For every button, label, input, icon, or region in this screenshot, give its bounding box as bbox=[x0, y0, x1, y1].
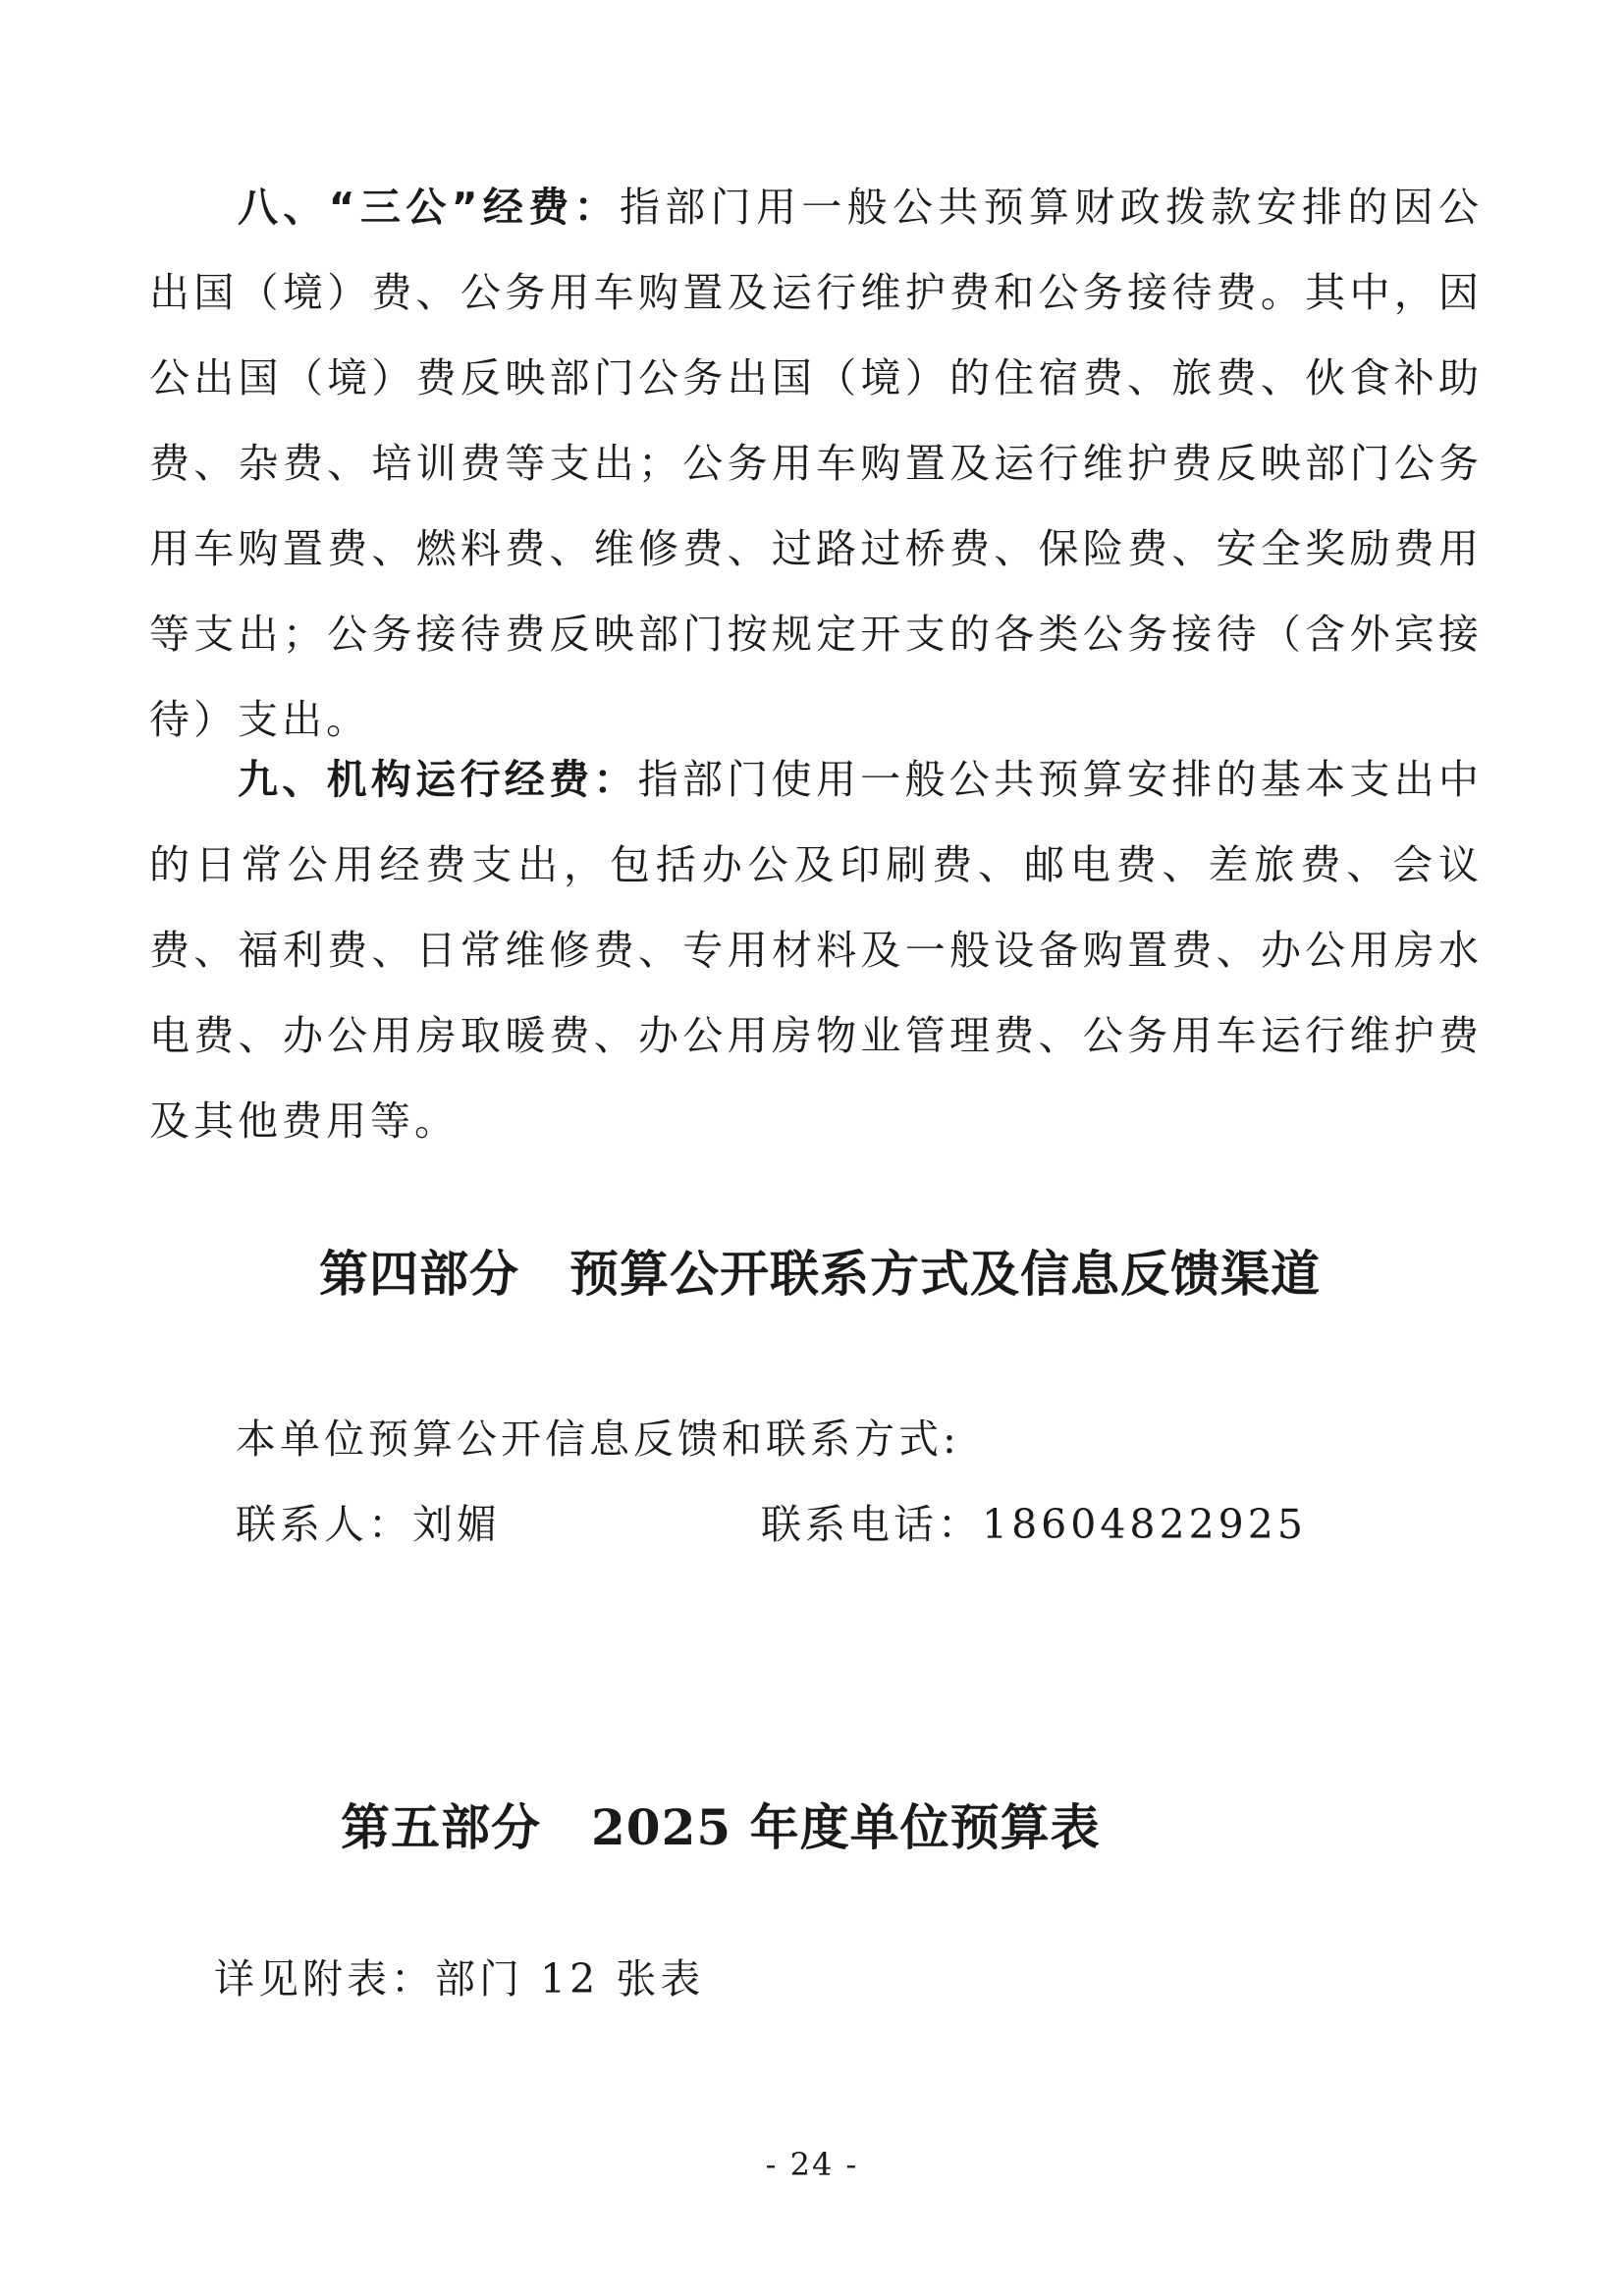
section-nine-paragraph bbox=[149, 737, 1483, 1164]
section-eight-body: 指部门用一般公共预算财政拨款安排的因公出国（境）费、公务用车购置及运行维护费和公务接待费。其中，因公出国（境）费反映部门公务出国（境）的住宿费、旅费、伙食补助费、杂费、培训费等支出；公务用车购置及运行维护费反映部门公务用车购置费、燃料费、维修费、过路过桥费、保险费、安全奖励费用等支出；公务接待费反映部门按规定开支的各类公务接待（含外宾接待）支出。 bbox=[149, 184, 1483, 743]
contact-phone-line bbox=[761, 1492, 1307, 1550]
page-number: - 24 - bbox=[765, 2146, 859, 2183]
section-eight-paragraph bbox=[149, 165, 1483, 763]
attached-tables-note: 详见附表：部门 12 张表 bbox=[214, 1955, 705, 2002]
contact-person-line bbox=[236, 1492, 501, 1550]
contact-phone-number: 18604822925 bbox=[982, 1501, 1307, 1548]
section-eight-lead: 八、“三公”经费： bbox=[238, 184, 620, 231]
contact-intro: 本单位预算公开信息反馈和联系方式: bbox=[236, 1415, 960, 1463]
section-nine-lead: 九、机构运行经费： bbox=[238, 756, 638, 803]
part-four-heading: 第四部分 预算公开联系方式及信息反馈渠道 bbox=[319, 1245, 1321, 1303]
part-five-heading: 第五部分 2025 年度单位预算表 bbox=[341, 1798, 1101, 1856]
section-nine-body: 指部门使用一般公共预算安排的基本支出中的日常公用经费支出，包括办公及印刷费、邮电费、差旅费、会议费、福利费、日常维修费、专用材料及一般设备购置费、办公用房水电费、办公用房取暖费、办公用房物业管理费、公务用车运行维护费及其他费用等。 bbox=[149, 756, 1484, 1145]
contact-phone-label: 联系电话： bbox=[761, 1501, 982, 1548]
contact-person-label: 联系人： bbox=[236, 1501, 412, 1548]
contact-person-name: 刘媚 bbox=[412, 1501, 501, 1548]
